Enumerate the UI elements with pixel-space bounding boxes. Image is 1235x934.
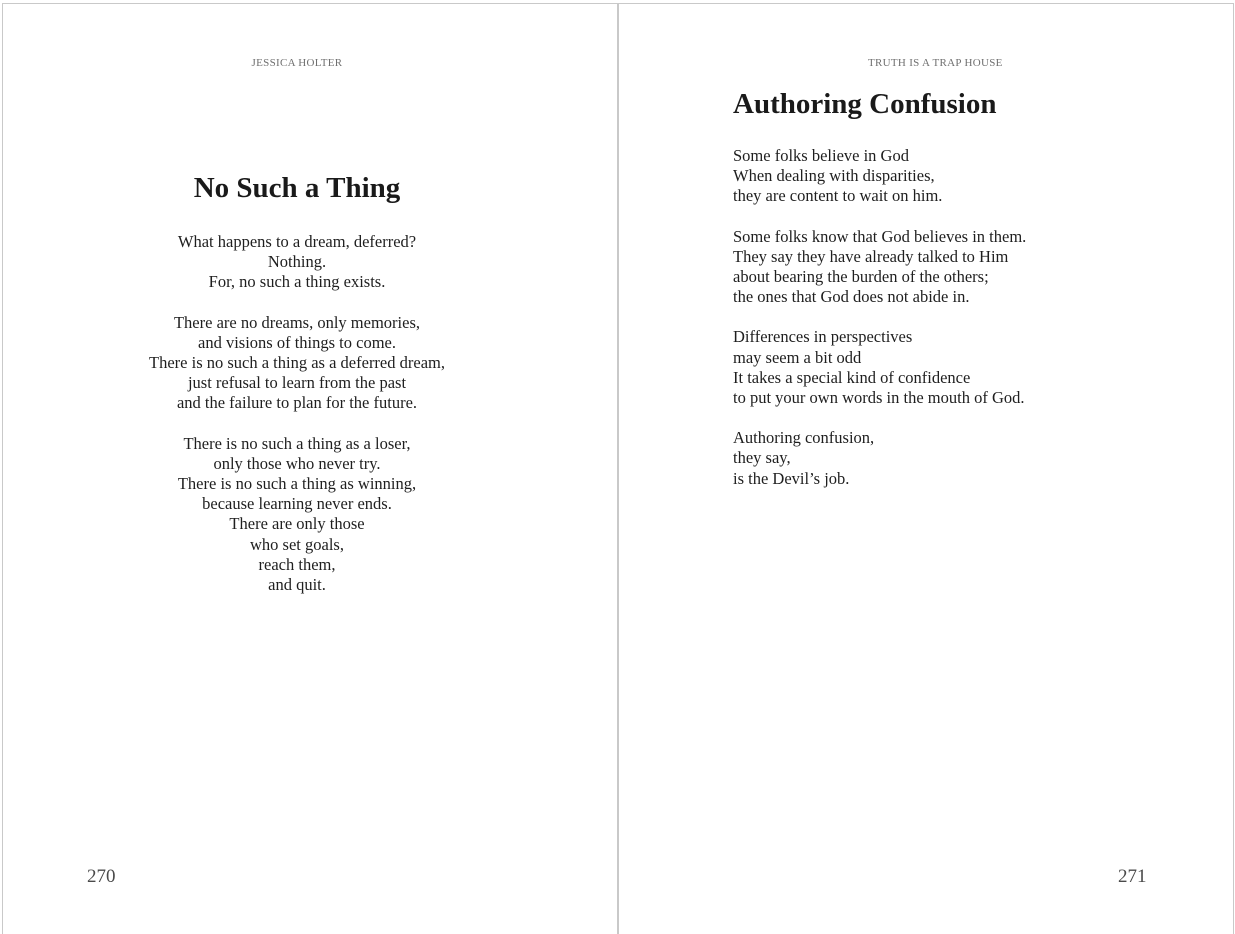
stanza xyxy=(733,428,1213,489)
poem-line: just refusal to learn from the past xyxy=(187,373,407,393)
poem-body xyxy=(3,232,591,615)
left-page xyxy=(2,3,618,934)
poem-line: because learning never ends. xyxy=(202,494,392,514)
poem-line: who set goals, xyxy=(250,534,344,554)
poem-line: about bearing the burden of the others; xyxy=(733,267,989,287)
poem-line: There is no such a thing as a deferred dream, xyxy=(149,353,445,373)
poem-line: For, no such a thing exists. xyxy=(208,272,386,292)
page-number: 270 xyxy=(87,866,116,887)
right-page xyxy=(618,3,1234,934)
poem-line: Some folks know that God believes in them. xyxy=(733,226,1027,246)
stanza xyxy=(733,146,1213,207)
poem-line: There is no such a thing as winning, xyxy=(177,474,417,494)
stanza xyxy=(3,434,591,596)
poem-line: reach them, xyxy=(258,554,336,574)
poem-line: There are only those xyxy=(229,514,365,534)
running-head-author: JESSICA HOLTER xyxy=(251,57,343,69)
stanza xyxy=(3,313,591,414)
page-number: 271 xyxy=(1118,866,1147,887)
stanza xyxy=(733,327,1213,408)
poem-line: and visions of things to come. xyxy=(198,332,396,352)
stanza xyxy=(3,232,591,293)
poem-line: Differences in perspectives xyxy=(733,327,913,347)
poem-line: only those who never try. xyxy=(213,453,381,473)
poem-line: What happens to a dream, deferred? xyxy=(177,232,417,251)
poem-line: and quit. xyxy=(268,575,326,595)
poem-line: There are no dreams, only memories, xyxy=(173,312,421,332)
poem-line: They say they have already talked to Him xyxy=(733,246,1009,266)
poem-title: No Such a Thing xyxy=(193,172,401,204)
poem-line: It takes a special kind of confidence xyxy=(733,367,971,387)
poem-line: Authoring confusion, xyxy=(733,428,875,448)
poem-line: and the failure to plan for the future. xyxy=(176,393,418,413)
poem-line: the ones that God does not abide in. xyxy=(733,287,970,307)
poem-body xyxy=(733,146,1213,509)
poem-line: is the Devil’s job. xyxy=(733,468,850,488)
poem-line: Nothing. xyxy=(267,252,327,272)
poem-line: they are content to wait on him. xyxy=(733,186,943,206)
stanza xyxy=(733,227,1213,308)
poem-line: to put your own words in the mouth of God. xyxy=(733,388,1025,408)
poem-line: There is no such a thing as a loser, xyxy=(183,433,411,453)
poem-line: When dealing with disparities, xyxy=(733,166,935,186)
poem-title: Authoring Confusion xyxy=(733,88,997,120)
poem-line: may seem a bit odd xyxy=(733,347,862,367)
poem-line: Some folks believe in God xyxy=(733,146,909,165)
running-head-book-title: TRUTH IS A TRAP HOUSE xyxy=(868,57,1003,69)
poem-line: they say, xyxy=(733,448,791,468)
